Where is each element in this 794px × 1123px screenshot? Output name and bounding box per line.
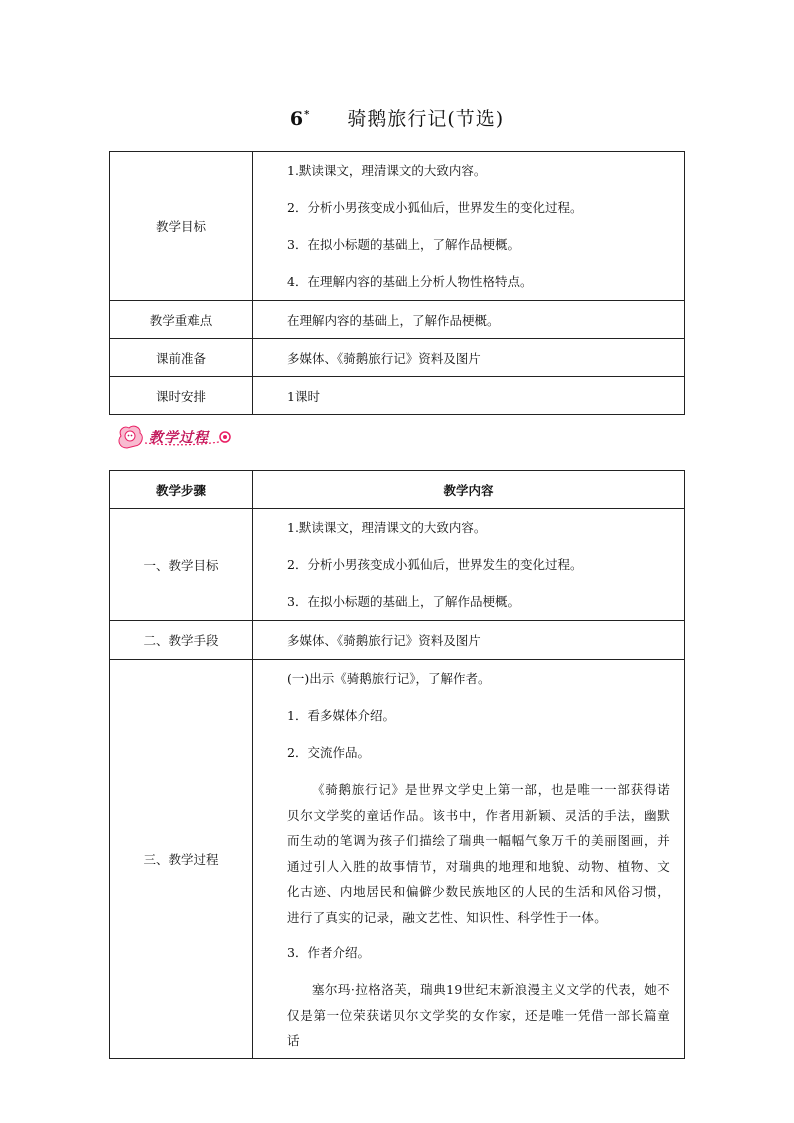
key-row [110, 301, 685, 339]
goals-cell [253, 152, 685, 301]
goals-row [110, 152, 685, 301]
page-title [0, 104, 794, 131]
step1-cell [253, 509, 685, 621]
goal-item: 2．分析小男孩变成小狐仙后，世界发生的变化过程。 [287, 200, 583, 215]
prep-value: 多媒体、《骑鹅旅行记》资料及图片 [253, 339, 685, 377]
goal-item: 3．在拟小标题的基础上，了解作品梗概。 [287, 237, 520, 252]
goal-item: 4．在理解内容的基础上分析人物性格特点。 [287, 274, 533, 289]
badge-text: 教学过程 [149, 430, 209, 446]
teaching-process-badge [115, 424, 233, 450]
step1-item: 3．在拟小标题的基础上，了解作品梗概。 [287, 594, 520, 609]
time-value: 1课时 [253, 377, 685, 415]
step2-value: 多媒体、《骑鹅旅行记》资料及图片 [253, 621, 685, 660]
key-value: 在理解内容的基础上，了解作品梗概。 [253, 301, 685, 339]
prep-label: 课前准备 [110, 339, 253, 377]
key-label: 教学重难点 [110, 301, 253, 339]
process-header-row [110, 471, 685, 509]
step3-label: 三、教学过程 [110, 660, 253, 1059]
goals-label: 教学目标 [110, 152, 253, 301]
time-label: 课时安排 [110, 377, 253, 415]
lesson-title: 骑鹅旅行记(节选) [347, 108, 505, 130]
header-step: 教学步骤 [110, 471, 253, 509]
lesson-number: 6* [289, 108, 311, 130]
step1-item: 2．分析小男孩变成小狐仙后，世界发生的变化过程。 [287, 557, 583, 572]
header-content: 教学内容 [253, 471, 685, 509]
step3-cell [253, 660, 685, 1059]
step3-line: (一)出示《骑鹅旅行记》，了解作者。 [287, 671, 491, 686]
process-table [109, 470, 685, 1059]
author-intro-paragraph: 塞尔玛·拉格洛芙，瑞典19世纪末新浪漫主义文学的代表，她不仅是第一位荣获诺贝尔文学奖的女作家，还是唯一凭借一部长篇童话 [287, 982, 670, 1048]
step1-label: 一、教学目标 [110, 509, 253, 621]
step3-line: 1．看多媒体介绍。 [287, 708, 395, 723]
work-intro-paragraph: 《骑鹅旅行记》是世界文学史上第一部，也是唯一一部获得诺贝尔文学奖的童话作品。该书中，作者用新颖、灵活的手法，幽默而生动的笔调为孩子们描绘了瑞典一幅幅气象万千的美丽图画，并通过引人入胜的故事情节，对瑞典的地理和地貌、动物、植物、文化古迹、内地居民和偏僻少数民族地区的人民的生活和风俗习惯，进行了真实的记录，融文艺性、知识性、科学性于一体。 [287, 782, 670, 925]
step1-item: 1.默读课文，理清课文的大致内容。 [287, 520, 487, 535]
lesson-mark: * [304, 109, 311, 121]
step3-line: 2．交流作品。 [287, 745, 370, 760]
prep-row [110, 339, 685, 377]
step1-row [110, 509, 685, 621]
step2-row [110, 621, 685, 660]
goal-item: 1.默读课文，理清课文的大致内容。 [287, 163, 487, 178]
step3-row [110, 660, 685, 1059]
time-row [110, 377, 685, 415]
step2-label: 二、教学手段 [110, 621, 253, 660]
step3-line: 3．作者介绍。 [287, 945, 370, 960]
overview-table [109, 151, 685, 415]
